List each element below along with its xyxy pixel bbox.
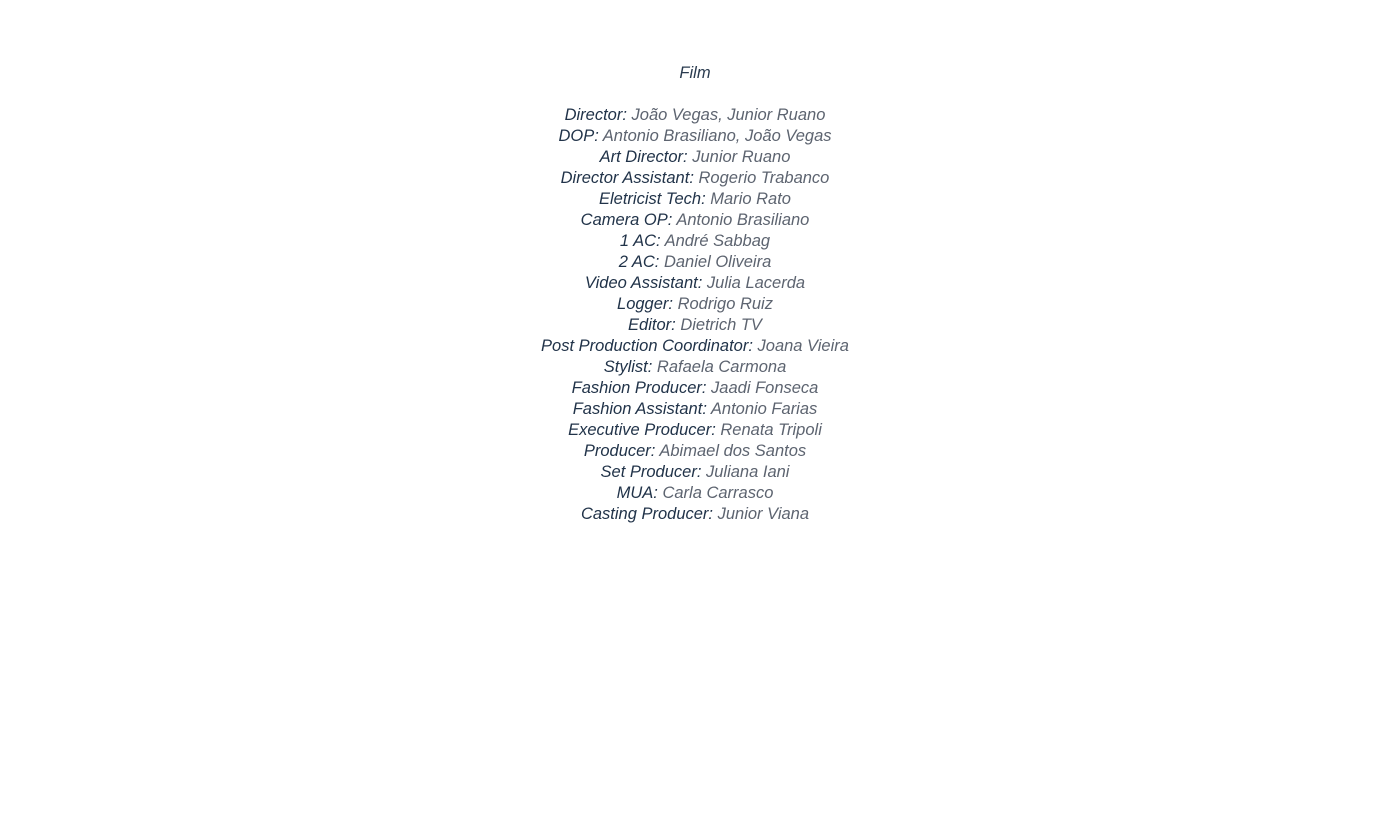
credit-role: Fashion Assistant: xyxy=(572,400,707,418)
credit-role: DOP: xyxy=(558,127,599,145)
credit-line xyxy=(0,399,1390,420)
credit-line xyxy=(0,126,1390,147)
credit-role: MUA: xyxy=(616,484,658,502)
credit-line xyxy=(0,336,1390,357)
credit-role: Logger: xyxy=(617,295,673,313)
credit-line xyxy=(0,420,1390,441)
credit-line xyxy=(0,504,1390,525)
credit-role: Fashion Producer: xyxy=(571,379,707,397)
credit-name: Antonio Brasiliano xyxy=(676,211,810,229)
credit-name: Juliana Iani xyxy=(706,463,790,481)
credit-line xyxy=(0,105,1390,126)
credit-name: Mario Rato xyxy=(710,190,791,208)
credit-role: Editor: xyxy=(628,316,676,334)
credit-role: Video Assistant: xyxy=(584,274,703,292)
credit-role: Director Assistant: xyxy=(560,169,694,187)
credit-role: Art Director: xyxy=(599,148,688,166)
credit-line xyxy=(0,378,1390,399)
credit-role: Set Producer: xyxy=(600,463,702,481)
credit-line xyxy=(0,357,1390,378)
credit-role: Casting Producer: xyxy=(580,505,714,523)
credit-name: Junior Ruano xyxy=(692,148,791,166)
credit-role: Stylist: xyxy=(603,358,653,376)
credit-line xyxy=(0,252,1390,273)
credit-name: Joana Vieira xyxy=(757,337,849,355)
credit-name: Junior Viana xyxy=(717,505,810,523)
credits-block xyxy=(0,63,1390,525)
credit-name: Abimael dos Santos xyxy=(659,442,807,460)
credit-name: Rogerio Trabanco xyxy=(698,169,830,187)
credit-role: Executive Producer: xyxy=(568,421,716,439)
credit-line xyxy=(0,147,1390,168)
credit-name: Antonio Farias xyxy=(710,400,818,418)
credit-line xyxy=(0,315,1390,336)
credit-name: João Vegas, Junior Ruano xyxy=(631,106,826,124)
credit-role: Eletricist Tech: xyxy=(599,190,706,208)
credit-name: Daniel Oliveira xyxy=(663,253,772,271)
credit-name: André Sabbag xyxy=(664,232,771,250)
credit-line xyxy=(0,189,1390,210)
credit-name: Julia Lacerda xyxy=(706,274,806,292)
credit-line xyxy=(0,294,1390,315)
credit-line xyxy=(0,462,1390,483)
credit-role: 1 AC: xyxy=(619,232,661,250)
credit-line xyxy=(0,168,1390,189)
credit-line xyxy=(0,273,1390,294)
credit-role: Producer: xyxy=(583,442,656,460)
credit-name: Rafaela Carmona xyxy=(656,358,787,376)
credit-name: Carla Carrasco xyxy=(662,484,774,502)
credit-name: Antonio Brasiliano, João Vegas xyxy=(602,127,832,145)
credit-name: Dietrich TV xyxy=(680,316,762,334)
credit-role: Camera OP: xyxy=(580,211,673,229)
credit-role: Director: xyxy=(564,106,627,124)
section-title: Film xyxy=(679,64,711,82)
credit-name: Renata Tripoli xyxy=(720,421,822,439)
credit-line xyxy=(0,231,1390,252)
credit-name: Rodrigo Ruiz xyxy=(677,295,773,313)
credit-name: Jaadi Fonseca xyxy=(711,379,819,397)
credit-role: Post Production Coordinator: xyxy=(541,337,753,355)
credit-line xyxy=(0,210,1390,231)
credit-line xyxy=(0,483,1390,504)
credit-line xyxy=(0,441,1390,462)
credit-role: 2 AC: xyxy=(618,253,660,271)
